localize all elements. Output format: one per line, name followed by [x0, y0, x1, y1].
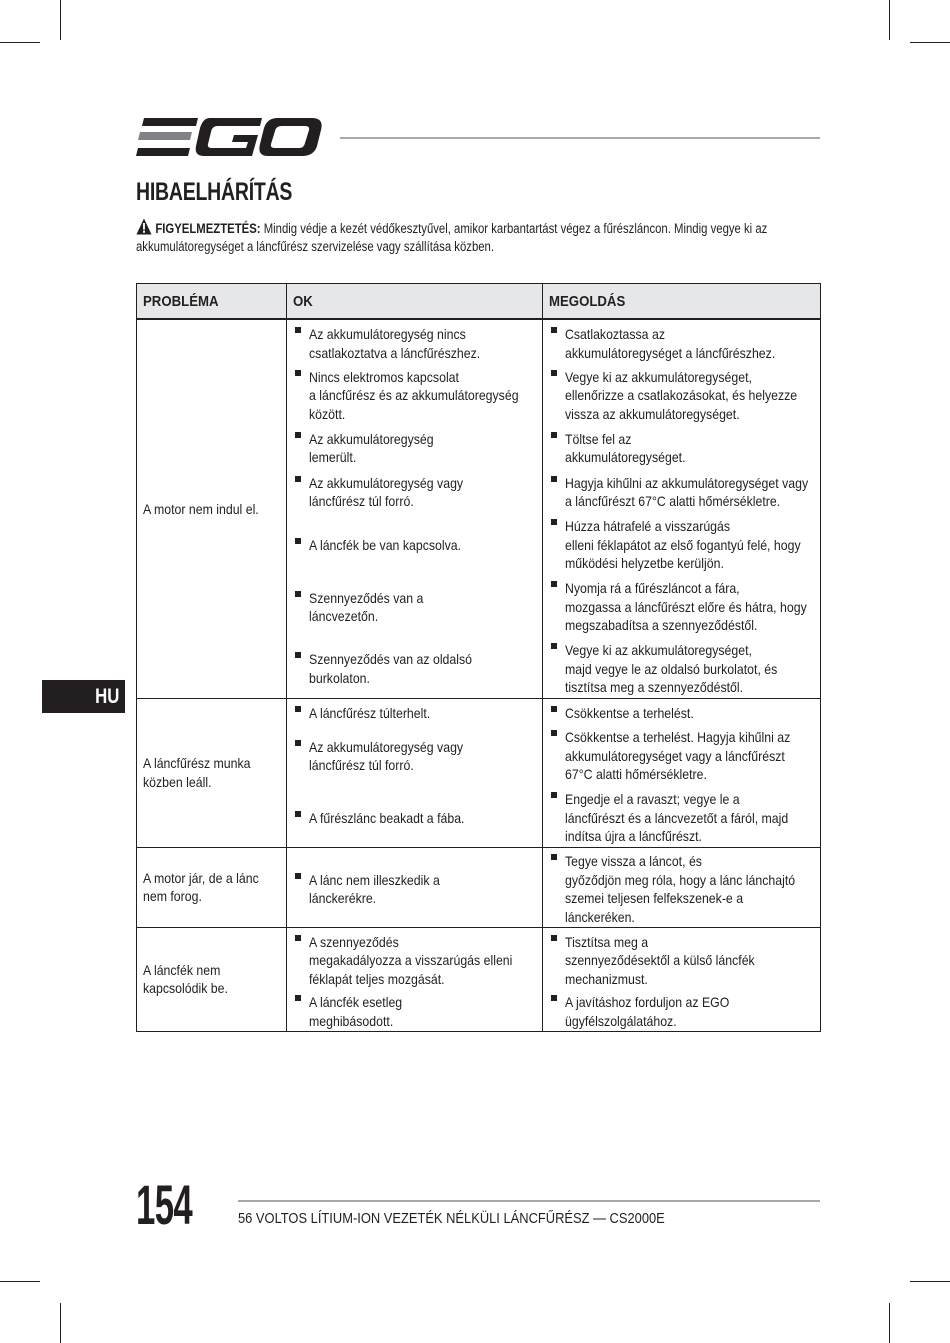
page-title: HIBAELHÁRÍTÁS [136, 178, 293, 206]
cause-cell [287, 363, 543, 424]
table-row [137, 847, 821, 927]
crop-mark [889, 1303, 890, 1343]
list-item: Az akkumulátoregység lemerült. [287, 426, 542, 467]
list-item: Vegye ki az akkumulátoregységet, ellenőrizze a csatlakozásokat, és helyezze vissza az akkumulátoregységet. [543, 364, 820, 424]
warning-triangle-icon [136, 218, 152, 235]
list-item: Szennyeződés van a láncvezetőn. [287, 585, 542, 626]
cause-cell [287, 927, 543, 989]
solution-cell [543, 574, 821, 636]
list-item: Engedje el a ravaszt; vegye le a láncfűrészt és a láncvezetőt a fáról, majd indítsa újra a láncfűrészt. [543, 786, 820, 846]
crop-mark [0, 42, 40, 43]
page-number: 154 [136, 1173, 193, 1236]
solution-cell [543, 319, 821, 363]
crop-mark [910, 1281, 950, 1282]
list-item: Vegye ki az akkumulátoregységet, majd vegye le az oldalsó burkolatot, és tisztítsa meg a szennyeződéstől. [543, 637, 820, 697]
header-cause: OK [287, 284, 543, 320]
language-tab: HU [42, 680, 125, 713]
warning-text: Mindig védje a kezét védőkesztyűvel, amikor karbantartást végez a fűrészláncon. Mindig vegye ki az akkumulátoregységet a láncfűrész szervizelése vagy szállítása közben. [136, 221, 768, 254]
solution-cell [543, 698, 821, 723]
list-item: Nincs elektromos kapcsolat a láncfűrész és az akkumulátoregység között. [287, 364, 542, 424]
list-item: Csökkentse a terhelést. [543, 700, 820, 723]
solution-cell [543, 927, 821, 989]
list-item: Az akkumulátoregység nincs csatlakoztatva a láncfűrészhez. [287, 321, 542, 362]
solution-cell [543, 512, 821, 574]
solution-cell [543, 424, 821, 468]
header-solution: MEGOLDÁS [543, 284, 821, 320]
cause-cell [287, 636, 543, 698]
list-item: Csökkentse a terhelést. Hagyja kihűlni az akkumulátoregységet vagy a láncfűrészt 67°C alatti hőmérsékletre. [543, 724, 820, 784]
solution-cell [543, 636, 821, 698]
cause-cell [287, 574, 543, 636]
cause-cell [287, 698, 543, 723]
cause-cell [287, 319, 543, 363]
table-row [137, 319, 821, 363]
list-item: A láncfűrész túlterhelt. [287, 700, 542, 723]
warning-notice [136, 218, 825, 256]
solution-cell [543, 723, 821, 785]
cause-cell [287, 723, 543, 785]
cause-cell [287, 512, 543, 574]
header-rule [340, 137, 820, 139]
list-item: Hagyja kihűlni az akkumulátoregységet vagy a láncfűrészt 67°C alatti hőmérsékletre. [543, 470, 820, 511]
footer-rule [238, 1200, 820, 1202]
table-row [137, 698, 821, 723]
list-item: A szennyeződés megakadályozza a visszarúgás elleni féklapát teljes mozgását. [287, 929, 542, 989]
crop-mark [889, 0, 890, 40]
list-item: Húzza hátrafelé a visszarúgás elleni féklapátot az első fogantyú felé, hogy működési helyzetbe kerüljön. [543, 513, 820, 573]
list-item: A fűrészlánc beakadt a fába. [287, 805, 542, 828]
crop-mark [60, 0, 61, 40]
list-item: Szennyeződés van az oldalsó burkolaton. [287, 646, 542, 687]
solution-cell [543, 468, 821, 512]
list-item: Tegye vissza a láncot, és győződjön meg róla, hogy a lánc lánchajtó szemei teljesen felfekszenek-e a lánckeréken. [543, 848, 820, 926]
solution-cell [543, 989, 821, 1031]
crop-mark [910, 42, 950, 43]
list-item: A láncfék be van kapcsolva. [287, 532, 542, 555]
list-item: Tisztítsa meg a szennyeződésektől a külső láncfék mechanizmust. [543, 929, 820, 989]
cause-cell [287, 847, 543, 927]
problem-cell: A láncfűrész munka közben leáll. [137, 698, 287, 847]
problem-cell: A láncfék nem kapcsolódik be. [137, 927, 287, 1031]
cause-cell [287, 424, 543, 468]
table-header-row [137, 284, 821, 320]
solution-cell [543, 847, 821, 927]
list-item: A javításhoz forduljon az EGO ügyfélszolgálatához. [543, 989, 820, 1030]
cause-cell [287, 989, 543, 1031]
list-item: Csatlakoztassa az akkumulátoregységet a láncfűrészhez. [543, 321, 820, 362]
ego-logo [136, 116, 322, 158]
footer-product-title: 56 VOLTOS LÍTIUM-ION VEZETÉK NÉLKÜLI LÁNCFŰRÉSZ — CS2000E [238, 1210, 665, 1227]
crop-mark [0, 1281, 40, 1282]
warning-label: FIGYELMEZTETÉS: [155, 221, 261, 236]
solution-cell [543, 785, 821, 847]
crop-mark [60, 1303, 61, 1343]
cause-cell [287, 468, 543, 512]
list-item: Az akkumulátoregység vagy láncfűrész túl forró. [287, 734, 542, 775]
cause-cell [287, 785, 543, 847]
list-item: A láncfék esetleg meghibásodott. [287, 989, 542, 1030]
list-item: Töltse fel az akkumulátoregységet. [543, 426, 820, 467]
troubleshooting-table [136, 283, 821, 1032]
list-item: Nyomja rá a fűrészláncot a fára, mozgassa a láncfűrészt előre és hátra, hogy megszabadítsa a szennyeződéstől. [543, 575, 820, 635]
problem-cell: A motor nem indul el. [137, 319, 287, 698]
list-item: Az akkumulátoregység vagy láncfűrész túl forró. [287, 470, 542, 511]
header-problem: PROBLÉMA [137, 284, 287, 320]
table-row [137, 927, 821, 989]
problem-cell: A motor jár, de a lánc nem forog. [137, 847, 287, 927]
list-item: A lánc nem illeszkedik a lánckerékre. [287, 867, 542, 908]
solution-cell [543, 363, 821, 424]
